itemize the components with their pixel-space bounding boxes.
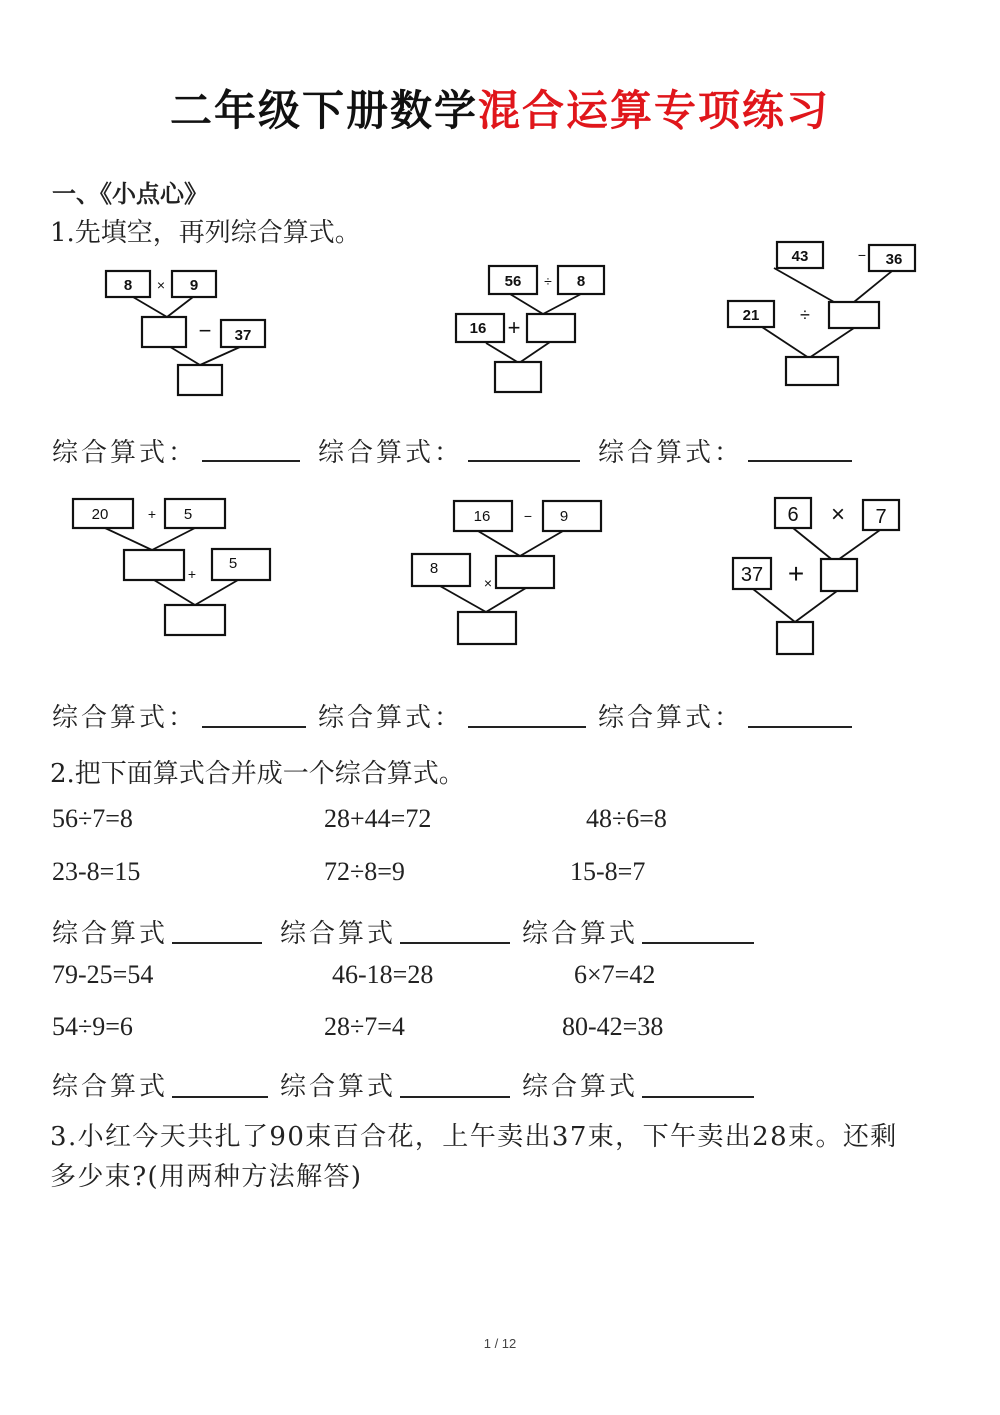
q2-formula-label-3: 综合算式 <box>522 919 639 949</box>
diagram-2 <box>450 258 620 398</box>
formula-blank-2[interactable] <box>468 460 580 462</box>
diagram-5-box-b <box>543 501 601 531</box>
diagram-2-op2: + <box>507 315 521 340</box>
formula-blank-5[interactable] <box>468 726 586 728</box>
diagram-1-blank-1[interactable] <box>142 317 186 347</box>
q3-line1: 3.小红今天共扎了90束百合花，上午卖出37束，下午卖出28束。还剩 <box>50 1122 898 1152</box>
diagram-1-op1: × <box>156 277 166 293</box>
diagram-1-a: 8 <box>123 277 133 294</box>
diagram-1-blank-result[interactable] <box>178 365 222 395</box>
diagram-3-c: 21 <box>742 307 760 324</box>
diagram-6 <box>725 492 915 662</box>
diagram-4-c: 5 <box>228 555 238 572</box>
q2-formula-label-4: 综合算式 <box>52 1072 169 1102</box>
diagram-1 <box>95 262 285 402</box>
section-heading: 一、《小点心》 <box>52 180 208 208</box>
diagram-5-op1: − <box>523 508 533 524</box>
title-part1: 二年级下册数学 <box>169 86 478 135</box>
diagram-4-a: 20 <box>91 506 109 523</box>
q2-formula-label-1: 综合算式 <box>52 919 169 949</box>
diagram-4-op2: + <box>187 566 197 582</box>
diagram-1-c: 37 <box>234 327 252 344</box>
diagram-5-a: 16 <box>473 508 491 525</box>
diagram-3 <box>722 240 922 390</box>
diagram-6-a: 6 <box>787 504 799 526</box>
q2-g1-r2-c3: 15-8=7 <box>570 857 646 886</box>
formula-label-4: 综合算式： <box>52 703 198 733</box>
diagram-6-op1: × <box>830 501 846 528</box>
formula-blank-3[interactable] <box>748 460 852 462</box>
diagram-6-b: 7 <box>875 506 887 528</box>
diagram-3-b: 36 <box>885 251 903 268</box>
diagram-3-blank-result[interactable] <box>786 357 838 385</box>
q2-g2-r2-c3: 80-42=38 <box>562 1012 664 1041</box>
formula-blank-4[interactable] <box>202 726 306 728</box>
diagram-3-a: 43 <box>791 248 809 265</box>
diagram-2-a: 56 <box>504 273 522 290</box>
q2-prompt: 2.把下面算式合并成一个综合算式。 <box>50 759 465 789</box>
q2-g1-r2-c2: 72÷8=9 <box>324 857 405 886</box>
q2-formula-blank-3[interactable] <box>642 942 754 944</box>
diagram-4-blank-1[interactable] <box>124 550 184 580</box>
q2-g2-r1-c2: 46-18=28 <box>332 960 434 989</box>
page-title <box>0 78 1000 138</box>
diagram-2-blank-result[interactable] <box>495 362 541 392</box>
diagram-2-blank-1[interactable] <box>527 314 575 342</box>
q2-formula-blank-6[interactable] <box>642 1096 754 1098</box>
diagram-5 <box>408 496 608 651</box>
q2-g2-r1-c3: 6×7=42 <box>574 960 656 989</box>
q3-line2: 多少束?(用两种方法解答) <box>50 1162 363 1192</box>
diagram-4-op1: + <box>147 506 157 522</box>
diagram-5-op2: × <box>483 575 493 591</box>
diagram-6-op2: + <box>787 558 805 589</box>
diagram-1-op2: − <box>198 318 212 343</box>
diagram-5-box-c <box>412 554 470 586</box>
q2-g1-r1-c2: 28+44=72 <box>324 804 432 833</box>
q2-formula-label-2: 综合算式 <box>280 919 397 949</box>
formula-blank-6[interactable] <box>748 726 852 728</box>
diagram-3-blank-1[interactable] <box>829 302 879 328</box>
q2-g2-r2-c2: 28÷7=4 <box>324 1012 405 1041</box>
diagram-6-blank-1[interactable] <box>821 559 857 591</box>
diagram-5-blank-1[interactable] <box>496 556 554 588</box>
q2-formula-label-6: 综合算式 <box>522 1072 639 1102</box>
q2-g1-r1-c1: 56÷7=8 <box>52 804 133 833</box>
diagram-5-blank-result[interactable] <box>458 612 516 644</box>
q2-g2-r1-c1: 79-25=54 <box>52 960 154 989</box>
formula-blank-1[interactable] <box>202 460 300 462</box>
diagram-5-b: 9 <box>559 508 569 525</box>
q2-formula-blank-4[interactable] <box>172 1096 268 1098</box>
q2-formula-blank-2[interactable] <box>400 942 510 944</box>
diagram-4-b: 5 <box>183 506 193 523</box>
diagram-6-c: 37 <box>740 564 764 586</box>
diagram-3-op1: − <box>857 247 867 263</box>
q2-formula-blank-1[interactable] <box>172 942 262 944</box>
diagram-5-c: 8 <box>429 560 439 577</box>
diagram-1-b: 9 <box>189 277 199 294</box>
diagram-4-box-b <box>165 499 225 528</box>
q2-formula-label-5: 综合算式 <box>280 1072 397 1102</box>
q2-formula-blank-5[interactable] <box>400 1096 510 1098</box>
q2-g1-r1-c3: 48÷6=8 <box>586 804 667 833</box>
diagram-4 <box>70 492 280 642</box>
q2-g2-r2-c1: 54÷9=6 <box>52 1012 133 1041</box>
diagram-2-c: 16 <box>469 320 487 337</box>
diagram-4-box-c <box>212 549 270 580</box>
formula-label-5: 综合算式： <box>318 703 464 733</box>
q2-g1-r2-c1: 23-8=15 <box>52 857 141 886</box>
q1-prompt: 1.先填空，再列综合算式。 <box>50 218 361 248</box>
title-part2: 混合运算专项练习 <box>478 86 831 135</box>
page-indicator: 1 / 12 <box>483 1336 517 1351</box>
formula-label-2: 综合算式： <box>318 438 464 468</box>
diagram-2-op1: ÷ <box>544 273 552 289</box>
diagram-6-blank-result[interactable] <box>777 622 813 654</box>
diagram-2-b: 8 <box>576 273 586 290</box>
diagram-4-blank-result[interactable] <box>165 605 225 635</box>
formula-label-1: 综合算式： <box>52 438 198 468</box>
diagram-3-op2: ÷ <box>800 305 810 325</box>
formula-label-3: 综合算式： <box>598 438 744 468</box>
formula-label-6: 综合算式： <box>598 703 744 733</box>
